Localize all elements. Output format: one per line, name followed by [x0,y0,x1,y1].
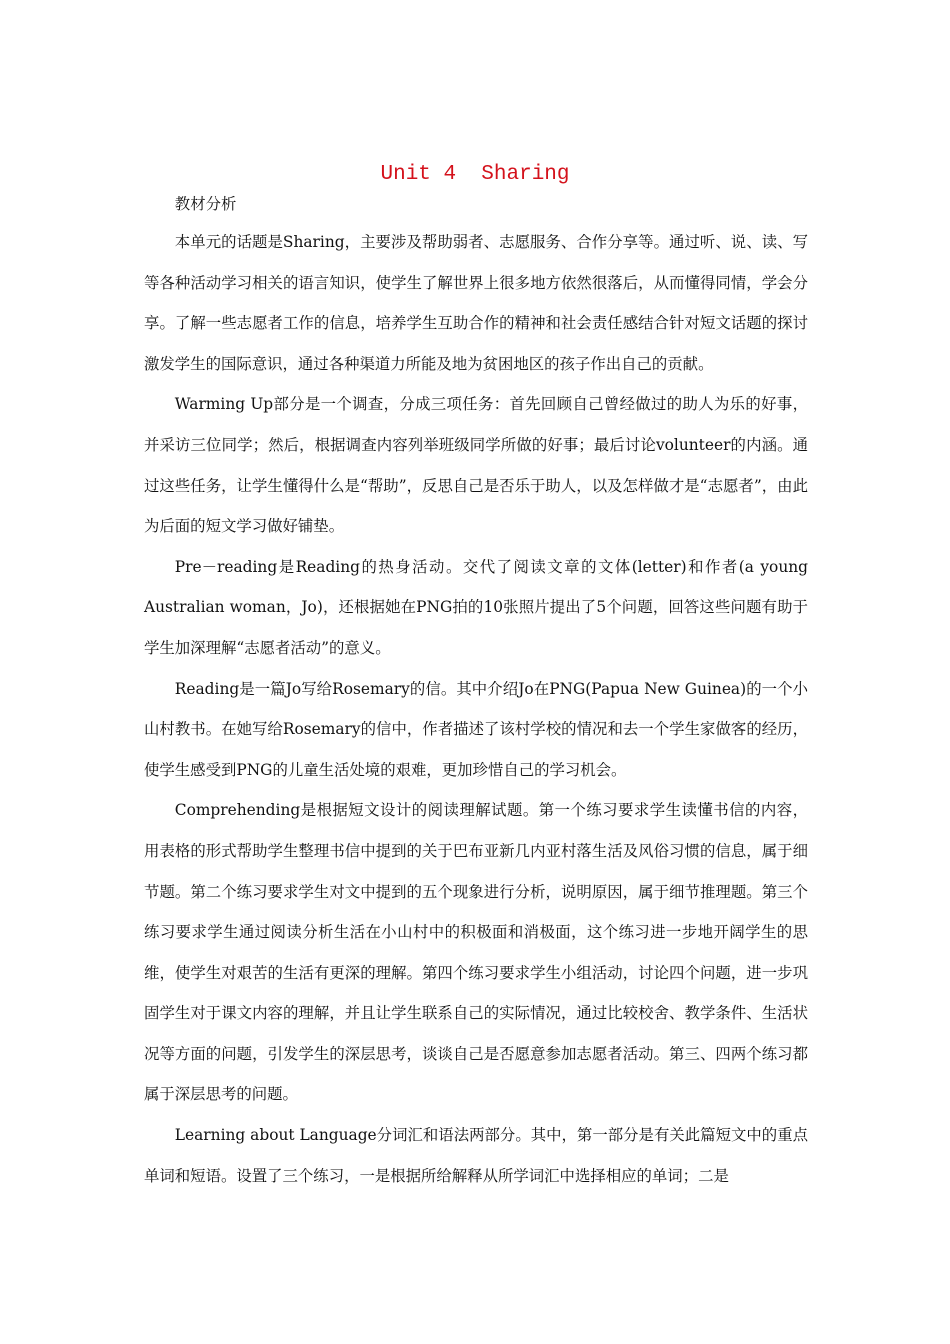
paragraph-intro: 本单元的话题是Sharing，主要涉及帮助弱者、志愿服务、合作分享等。通过听、说、读、写等各种活动学习相关的语言知识，使学生了解世界上很多地方依然很落后，从而懂得同情，学会分享。了解一些志愿者工作的信息，培养学生互助合作的精神和社会责任感结合针对短文话题的探讨激发学生的国际意识，通过各种渠道力所能及地为贫困地区的孩子作出自己的贡献。 [144,233,808,373]
paragraph-learning-about-language: Learning about Language分词汇和语法两部分。其中，第一部分是有关此篇短文中的重点单词和短语。设置了三个练习，一是根据所给解释从所学词汇中选择相应的单词；二是 [144,1126,808,1185]
paragraph-reading: Reading是一篇Jo写给Rosemary的信。其中介绍Jo在PNG(Papua New Guinea)的一个小山村教书。在她写给Rosemary的信中，作者描述了该村学校的情况和去一个学生家做客的经历，使学生感受到PNG的儿童生活处境的艰难，更加珍惜自己的学习机会。 [144,679,808,779]
paragraph-pre-reading: Pre－reading是Reading的热身活动。交代了阅读文章的文体(letter)和作者(a young Australian woman，Jo)，还根据她在PNG拍的10张照片提出了5个问题，回答这些问题有助于学生加深理解“志愿者活动”的意义。 [144,557,808,657]
document-title: Unit 4 Sharing [380,163,570,186]
document-body [144,188,808,1196]
paragraph-warming-up: Warming Up部分是一个调查，分成三项任务：首先回顾自己曾经做过的助人为乐的好事，并采访三位同学；然后，根据调查内容列举班级同学所做的好事；最后讨论volunteer的内涵。通过这些任务，让学生懂得什么是“帮助”，反思自己是否乐于助人，以及怎样做才是“志愿者”，由此为后面的短文学习做好铺垫。 [144,395,808,536]
section-heading: 教材分析 [174,195,237,213]
paragraph-comprehending: Comprehending是根据短文设计的阅读理解试题。第一个练习要求学生读懂书信的内容，用表格的形式帮助学生整理书信中提到的关于巴布亚新几内亚村落生活及风俗习惯的信息，属于细节题。第二个练习要求学生对文中提到的五个现象进行分析，说明原因，属于细节推理题。第三个练习要求学生通过阅读分析生活在小山村中的积极面和消极面，这个练习进一步地开阔学生的思维，使学生对艰苦的生活有更深的理解。第四个练习要求学生小组活动，讨论四个问题，进一步巩固学生对于课文内容的理解，并且让学生联系自己的实际情况，通过比较校舍、教学条件、生活状况等方面的问题，引发学生的深层思考，谈谈自己是否愿意参加志愿者活动。第三、四两个练习都属于深层思考的问题。 [144,801,808,1104]
